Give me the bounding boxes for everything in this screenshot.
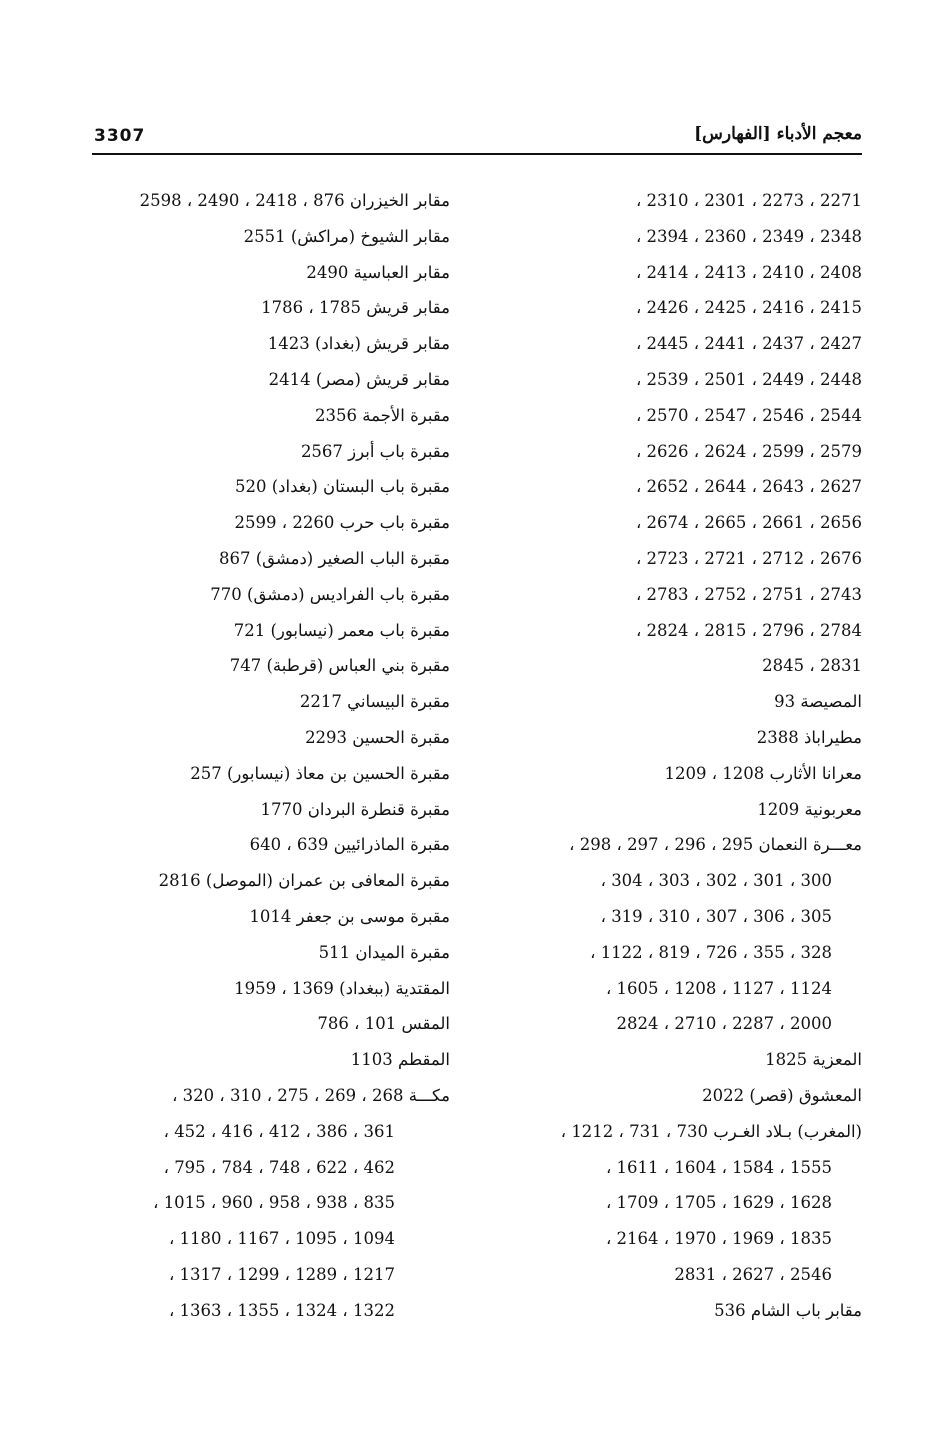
index-entry-line: 1217 ، 1289 ، 1299 ، 1317 ، (168, 1264, 395, 1284)
index-entry-line: مقبرة قنطرة البردان 1770 (260, 799, 450, 819)
index-entry-line: مقابر الخيزران 876 ، 2418 ، 2490 ، 2598 (139, 191, 450, 210)
index-entry-line: 2831 ، 2845 (762, 656, 862, 676)
index-entry-line: مقبرة المعافى بن عمران (الموصل) 2816 (158, 871, 450, 891)
header-rule (92, 153, 862, 155)
index-entry-line: مقابر قريش (بغداد) 1423 (267, 334, 450, 354)
index-entry-line: مقبرة الماذرائيين 639 ، 640 (249, 835, 450, 855)
index-entry-line: مقبرة باب معمر (نيسابور) 721 (233, 620, 450, 640)
index-entry-line: مقابر الشيوخ (مراكش) 2551 (243, 226, 450, 246)
index-entry-line: مكـــة 268 ، 269 ، 275 ، 310 ، 320 ، (172, 1085, 450, 1105)
index-entry-line: 2348 ، 2349 ، 2360 ، 2394 ، (635, 226, 862, 246)
index-entry-line: 1322 ، 1324 ، 1355 ، 1363 ، (168, 1300, 395, 1320)
index-entry-line: مطيراباذ 2388 (756, 727, 862, 747)
index-entry-line: المعزية 1825 (765, 1050, 862, 1070)
index-entry-line: المقطم 1103 (350, 1050, 450, 1070)
index-entry-line: 2784 ، 2796 ، 2815 ، 2824 ، (635, 620, 862, 640)
page-header (92, 120, 862, 154)
index-entry-line: مقبرة الحسين 2293 (305, 727, 450, 747)
index-entry-line: مقبرة الباب الصغير (دمشق) 867 (218, 548, 450, 568)
index-entry-line: 300 ، 301 ، 302 ، 303 ، 304 ، (600, 871, 832, 891)
index-entry-line: مقبرة البيساني 2217 (299, 692, 450, 712)
index-entry-line: 2743 ، 2751 ، 2752 ، 2783 ، (635, 584, 862, 604)
index-entry-line: 1124 ، 1127 ، 1208 ، 1605 ، (605, 978, 832, 998)
index-entry-line: مقبرة موسى بن جعفر 1014 (249, 906, 450, 926)
index-entry-line: 2408 ، 2410 ، 2413 ، 2414 ، (635, 262, 862, 282)
index-entry-line: معرانا الأثارب 1208 ، 1209 (664, 763, 862, 783)
index-entry-line: المقتدية (ببغداد) 1369 ، 1959 (234, 978, 450, 998)
index-entry-line: 2656 ، 2661 ، 2665 ، 2674 ، (635, 513, 862, 533)
index-entry-line: 2544 ، 2546 ، 2547 ، 2570 ، (635, 405, 862, 425)
index-entry-line: المقس 101 ، 786 (317, 1014, 450, 1034)
index-entry-line: (المغرب) بـلاد الغـرب 730 ، 731 ، 1212 ، (560, 1121, 862, 1141)
index-entry-line: مقبرة باب أبرز 2567 (300, 441, 450, 461)
index-entry-line: 462 ، 622 ، 748 ، 784 ، 795 ، (163, 1157, 395, 1177)
index-entry-line: 2415 ، 2416 ، 2425 ، 2426 ، (635, 298, 862, 318)
index-entry-line: مقابر قريش (مصر) 2414 (268, 369, 450, 389)
index-entry-line: 328 ، 355 ، 726 ، 819 ، 1122 ، (590, 942, 832, 962)
index-entry-line: مقابر العباسية 2490 (306, 262, 450, 282)
index-entry-line: مقبرة باب البستان (بغداد) 520 (235, 477, 450, 497)
index-entry-line: مقبرة بني العباس (قرطبة) 747 (229, 656, 450, 676)
index-entry-line: 2000 ، 2287 ، 2710 ، 2824 (616, 1014, 832, 1034)
index-column-left (94, 183, 450, 1329)
index-entry-line: مقابر قريش 1785 ، 1786 (261, 298, 450, 318)
index-entry-line: معربونية 1209 (757, 799, 862, 819)
index-entry-line: 2427 ، 2437 ، 2441 ، 2445 ، (635, 334, 862, 354)
index-entry-line: 2448 ، 2449 ، 2501 ، 2539 ، (635, 369, 862, 389)
index-entry-line: المعشوق (قصر) 2022 (702, 1085, 862, 1105)
index-entry-line: 2271 ، 2273 ، 2301 ، 2310 ، (635, 191, 862, 210)
index-entry-line: 1094 ، 1095 ، 1167 ، 1180 ، (168, 1229, 395, 1249)
index-entry-line: 2546 ، 2627 ، 2831 (674, 1264, 832, 1284)
index-entry-line: مقبرة الميدان 511 (318, 942, 450, 962)
index-entry-line: مقبرة باب حرب 2260 ، 2599 (234, 513, 450, 533)
index-entry-line: المصيصة 93 (774, 692, 862, 712)
index-entry-line: مقبرة الحسين بن معاذ (نيسابور) 257 (190, 763, 450, 783)
index-entry-line: مقابر باب الشام 536 (714, 1300, 862, 1320)
index-entry-line: 305 ، 306 ، 307 ، 310 ، 319 ، (600, 906, 832, 926)
index-entry-line: 1555 ، 1584 ، 1604 ، 1611 ، (605, 1157, 832, 1177)
running-title: معجم الأدباء [الفهارس] (694, 124, 862, 144)
index-entry-line: 1835 ، 1969 ، 1970 ، 2164 ، (605, 1229, 832, 1249)
index-entry-line: 2627 ، 2643 ، 2644 ، 2652 ، (635, 477, 862, 497)
index-entry-line: مقبرة الأجمة 2356 (315, 405, 450, 425)
index-entry-line: 361 ، 386 ، 412 ، 416 ، 452 ، (163, 1121, 395, 1141)
index-entry-line: 835 ، 938 ، 958 ، 960 ، 1015 ، (153, 1193, 395, 1213)
index-entry-line: معـــرة النعمان 295 ، 296 ، 297 ، 298 ، (569, 835, 862, 855)
index-entry-line: 2579 ، 2599 ، 2624 ، 2626 ، (635, 441, 862, 461)
index-entry-line: 2676 ، 2712 ، 2721 ، 2723 ، (635, 548, 862, 568)
page-number: 3307 (94, 126, 146, 146)
index-entry-line: 1628 ، 1629 ، 1705 ، 1709 ، (605, 1193, 832, 1213)
index-entry-line: مقبرة باب الفراديس (دمشق) 770 (210, 584, 450, 604)
index-column-right (502, 183, 862, 1329)
